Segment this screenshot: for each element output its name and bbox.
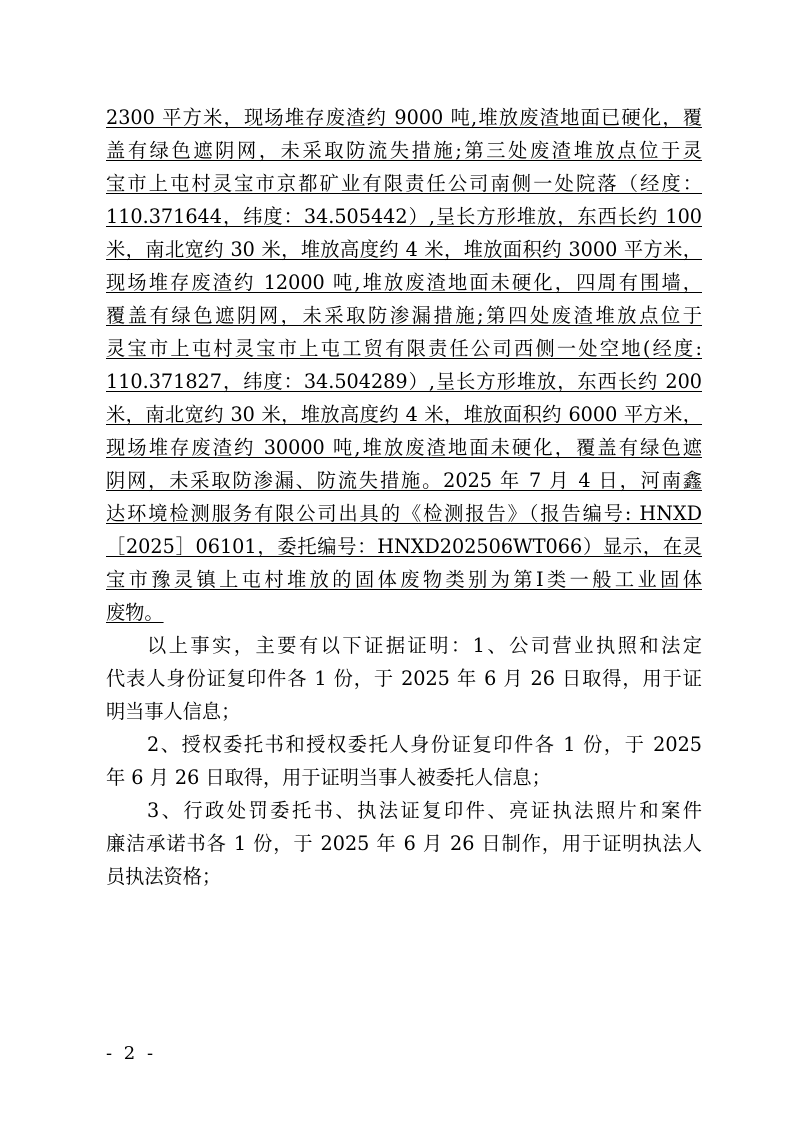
underlined-line: 现场堆存废渣约 30000 吨,堆放废渣地面未硬化，覆盖有绿色遮	[106, 436, 702, 459]
underlined-line: 灵宝市上屯村灵宝市上屯工贸有限责任公司西侧一处空地(经度:	[106, 337, 702, 360]
underlined-line: 覆盖有绿色遮阴网，未采取防渗漏措施;第四处废渣堆放点位于	[106, 304, 702, 327]
evidence-paragraph-line: 以上事实，主要有以下证据证明：1、公司营业执照和法定	[147, 634, 702, 657]
underlined-line: 宝市上屯村灵宝市京都矿业有限责任公司南侧一处院落（经度：	[106, 172, 702, 195]
underlined-line: 110.371644，纬度：34.505442）,呈长方形堆放，东西长约 100	[106, 205, 702, 228]
underlined-line: 达环境检测服务有限公司出具的《检测报告》（报告编号: HNXD	[106, 502, 702, 525]
underlined-line: 米，南北宽约 30 米，堆放高度约 4 米，堆放面积约 6000 平方米，	[106, 403, 702, 426]
underlined-line: ［2025］06101，委托编号：HNXD202506WT066）显示，在灵	[106, 535, 702, 558]
underlined-line-end: 废物。	[106, 601, 164, 624]
page-number: - 2 -	[106, 1043, 157, 1064]
underlined-line: 110.371827，纬度：34.504289）,呈长方形堆放，东西长约 200	[106, 370, 702, 393]
evidence-paragraph-line: 2、授权委托书和授权委托人身份证复印件各 1 份，于 2025	[147, 733, 702, 756]
underlined-line: 盖有绿色遮阴网，未采取防流失措施;第三处废渣堆放点位于灵	[106, 139, 702, 162]
evidence-paragraph-line: 3、行政处罚委托书、执法证复印件、亮证执法照片和案件	[147, 799, 702, 822]
underlined-line: 宝市豫灵镇上屯村堆放的固体废物类别为第Ⅰ类一般工业固体	[106, 568, 702, 591]
evidence-paragraph-line: 员执法资格；	[106, 865, 222, 888]
evidence-paragraph-line: 廉洁承诺书各 1 份，于 2025 年 6 月 26 日制作，用于证明执法人	[106, 832, 702, 855]
evidence-paragraph-line: 明当事人信息；	[106, 700, 241, 723]
underlined-line: 阴网，未采取防渗漏、防流失措施。2025 年 7 月 4 日，河南鑫	[106, 469, 702, 492]
underlined-line: 2300 平方米，现场堆存废渣约 9000 吨,堆放废渣地面已硬化，覆	[106, 106, 702, 129]
underlined-line: 米，南北宽约 30 米，堆放高度约 4 米，堆放面积约 3000 平方米，	[106, 238, 702, 261]
evidence-paragraph-line: 代表人身份证复印件各 1 份，于 2025 年 6 月 26 日取得，用于证	[106, 667, 702, 690]
underlined-line: 现场堆存废渣约 12000 吨,堆放废渣地面未硬化，四周有围墙，	[106, 271, 702, 294]
evidence-paragraph-line: 年 6 月 26 日取得，用于证明当事人被委托人信息；	[106, 766, 551, 789]
